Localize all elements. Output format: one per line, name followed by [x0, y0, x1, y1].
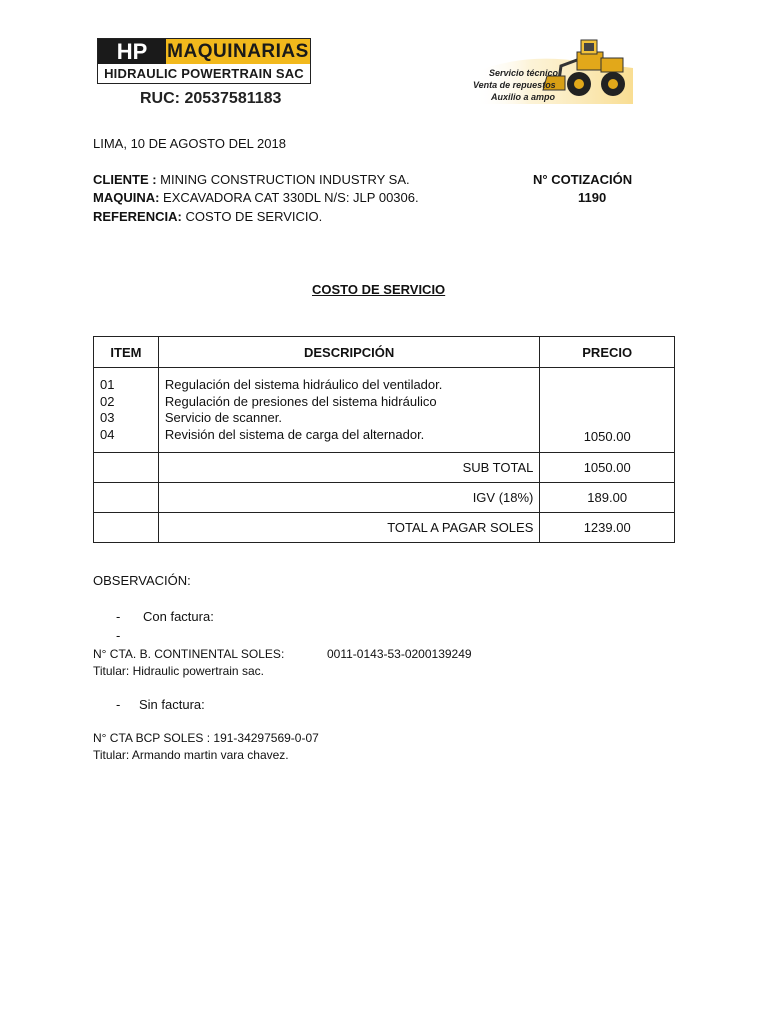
logo-hp: HP — [98, 39, 166, 64]
igv-row — [94, 483, 675, 513]
empty-cell — [94, 453, 159, 483]
item-descriptions-cell — [158, 368, 540, 453]
cuenta1-number: 0011-0143-53-0200139249 — [327, 647, 472, 661]
con-factura-label: Con factura: — [143, 609, 214, 624]
table-row — [94, 368, 675, 453]
subtotal-label: SUB TOTAL — [158, 453, 540, 483]
item-description: Servicio de scanner. — [164, 410, 282, 425]
cost-table — [93, 336, 675, 543]
empty-cell — [94, 513, 159, 543]
titular2: Titular: Armando martin vara chavez. — [93, 748, 289, 762]
header-price: PRECIO — [540, 337, 675, 368]
item-number: 02 — [100, 393, 115, 409]
item-price: 1050.00 — [583, 428, 631, 444]
item-description: Regulación del sistema hidráulico del ventilador. — [164, 377, 443, 392]
maquina-value: EXCAVADORA CAT 330DL N/S: JLP 00306. — [159, 190, 419, 205]
referencia-value: COSTO DE SERVICIO. — [181, 209, 323, 224]
service-text-2: Venta de repuestos — [473, 80, 556, 90]
item-description: Revisión del sistema de carga del alternador. — [164, 426, 425, 442]
cliente-value: MINING CONSTRUCTION INDUSTRY SA. — [156, 172, 410, 187]
header-item: ITEM — [94, 337, 159, 368]
subtotal-row — [94, 453, 675, 483]
total-value: 1239.00 — [540, 513, 675, 543]
item-numbers-cell — [94, 368, 159, 453]
logo-name: MAQUINARIAS — [167, 41, 309, 62]
sin-factura-label: Sin factura: — [139, 697, 205, 712]
date-line: LIMA, 10 DE AGOSTO DEL 2018 — [93, 136, 286, 151]
logo-subtitle: HIDRAULIC POWERTRAIN SAC — [104, 66, 304, 81]
sin-factura-bullet: - — [116, 697, 121, 712]
ruc-number: RUC: 20537581183 — [140, 90, 282, 107]
item-number: 03 — [100, 410, 115, 425]
cuenta1-label: N° CTA. B. CONTINENTAL SOLES: — [93, 647, 285, 661]
maquina-label: MAQUINA: — [93, 190, 160, 205]
titular1: Titular: Hidraulic powertrain sac. — [93, 664, 264, 678]
igv-value: 189.00 — [540, 483, 675, 513]
referencia-label: REFERENCIA: — [93, 209, 182, 224]
cotizacion-number: 1190 — [578, 190, 607, 205]
item-price-cell — [540, 368, 675, 453]
services-banner — [465, 32, 635, 108]
cuenta2: N° CTA BCP SOLES : 191-34297569-0-07 — [93, 731, 319, 745]
empty-cell — [94, 483, 159, 513]
maquina-line — [93, 190, 419, 205]
item-number: 04 — [100, 426, 115, 442]
company-logo — [97, 38, 311, 84]
cliente-line — [93, 172, 410, 187]
header-description: DESCRIPCIÓN — [158, 337, 540, 368]
total-label: TOTAL A PAGAR SOLES — [158, 513, 540, 543]
item-number: 01 — [100, 377, 115, 392]
subtotal-value: 1050.00 — [540, 453, 675, 483]
section-title: COSTO DE SERVICIO — [312, 282, 446, 297]
igv-label: IGV (18%) — [158, 483, 540, 513]
referencia-line — [93, 209, 322, 224]
empty-bullet: - — [116, 628, 121, 643]
service-text-1: Servicio técnico — [489, 68, 559, 78]
table-header-row — [94, 337, 675, 368]
cotizacion-label: N° COTIZACIÓN — [533, 172, 633, 187]
item-description: Regulación de presiones del sistema hidráulico — [164, 393, 437, 409]
cliente-label: CLIENTE : — [93, 172, 157, 187]
observacion-title: OBSERVACIÓN: — [93, 573, 191, 588]
service-text-3: Auxilio a ampo — [491, 92, 556, 102]
total-row — [94, 513, 675, 543]
con-factura-bullet: - — [116, 609, 121, 624]
